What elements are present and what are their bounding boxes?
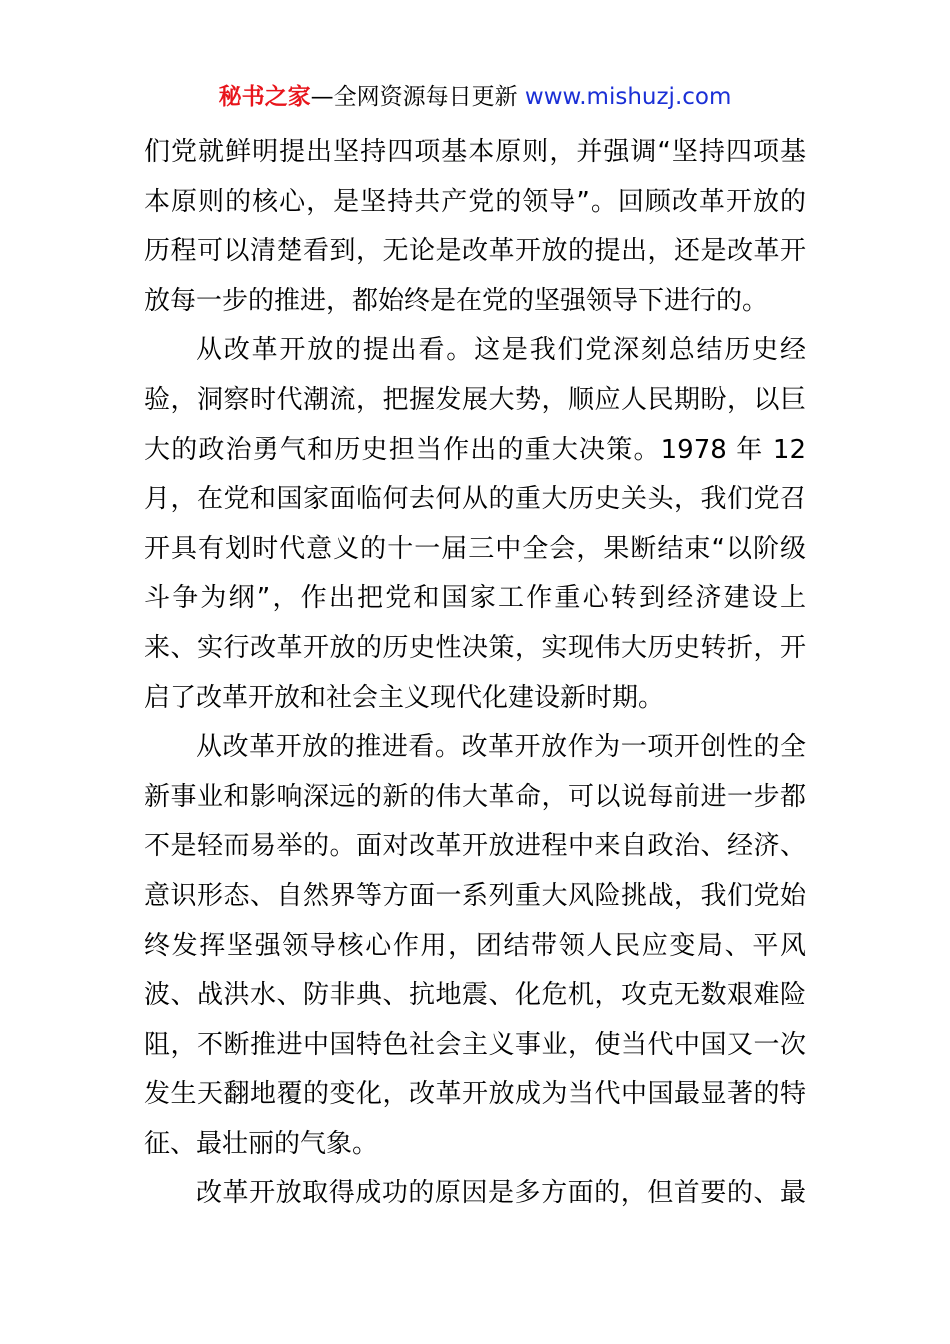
text-line: 意识形态、自然界等方面一系列重大风险挑战，我们党始 <box>144 880 806 911</box>
site-slogan: —全网资源每日更新 <box>310 84 518 110</box>
text-line: 改革开放取得成功的原因是多方面的，但首要的、最 <box>196 1178 806 1209</box>
text-line: 来、实行改革开放的历史性决策，实现伟大历史转折，开 <box>144 632 806 663</box>
text-line: 斗争为纲”，作出把党和国家工作重心转到经济建设上 <box>144 583 806 614</box>
text-line: 月，在党和国家面临何去何从的重大历史关头，我们党召 <box>144 484 806 515</box>
site-url-link[interactable]: www.mishuzj.com <box>524 84 732 110</box>
text-line: 开具有划时代意义的十一届三中全会，果断结束“以阶级 <box>144 533 806 564</box>
text-line: 不是轻而易举的。面对改革开放进程中来自政治、经济、 <box>144 831 806 862</box>
text-line: 新事业和影响深远的新的伟大革命，可以说每前进一步都 <box>144 781 806 812</box>
document-body <box>144 128 806 1219</box>
text-line: 终发挥坚强领导核心作用，团结带领人民应变局、平风 <box>144 930 806 961</box>
site-header <box>0 80 950 114</box>
text-line: 验，洞察时代潮流，把握发展大势，顺应人民期盼，以巨 <box>144 384 806 415</box>
text-line: 们党就鲜明提出坚持四项基本原则，并强调“坚持四项基 <box>144 137 806 167</box>
text-line: 从改革开放的推进看。改革开放作为一项开创性的全 <box>196 732 806 763</box>
site-brand: 秘书之家 <box>218 84 311 110</box>
text-line: 放每一步的推进，都始终是在党的坚强领导下进行的。 <box>144 285 769 316</box>
text-line: 发生天翻地覆的变化，改革开放成为当代中国最显著的特 <box>144 1079 806 1110</box>
text-line: 历程可以清楚看到，无论是改革开放的提出，还是改革开 <box>144 236 806 267</box>
text-line: 大的政治勇气和历史担当作出的重大决策。1978 年 12 <box>144 434 806 465</box>
text-line: 征、最壮丽的气象。 <box>144 1128 379 1159</box>
text-line: 启了改革开放和社会主义现代化建设新时期。 <box>144 682 665 713</box>
text-line: 波、战洪水、防非典、抗地震、化危机，攻克无数艰难险 <box>144 980 806 1011</box>
text-line: 本原则的核心，是坚持共产党的领导”。回顾改革开放的 <box>144 186 806 217</box>
text-line: 阻，不断推进中国特色社会主义事业，使当代中国又一次 <box>144 1029 806 1060</box>
text-line: 从改革开放的提出看。这是我们党深刻总结历史经 <box>196 335 806 366</box>
